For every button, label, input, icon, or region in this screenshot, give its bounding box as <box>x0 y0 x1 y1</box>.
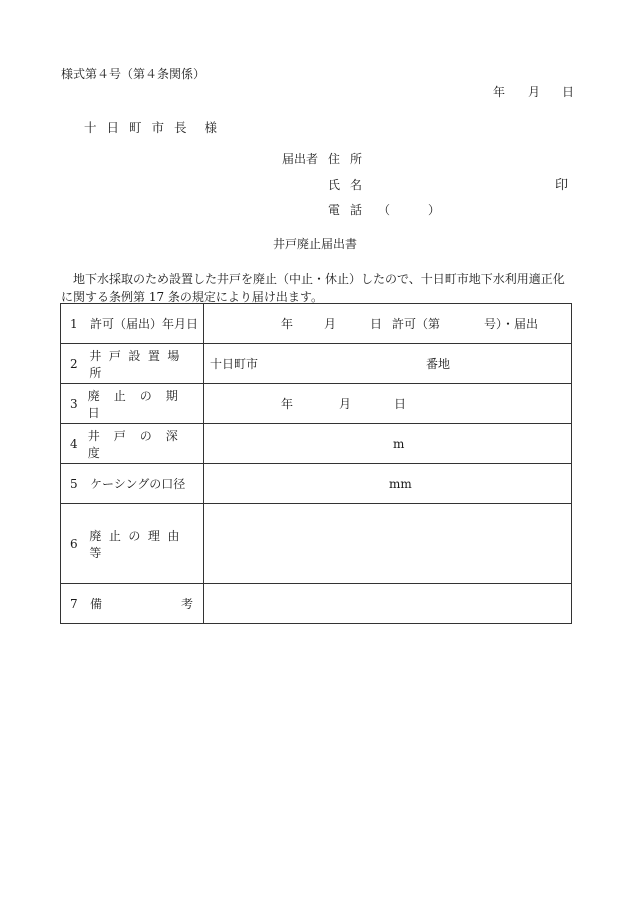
notification-form-table <box>60 303 572 624</box>
phone-close-paren: ） <box>428 203 441 217</box>
table-row <box>61 504 572 584</box>
form-number-label: 様式第４号（第４条関係） <box>61 67 206 81</box>
permit-number-prefix: 許可（第 <box>392 316 441 331</box>
diameter-unit: mm <box>389 476 412 491</box>
month-label: 月 <box>339 396 352 411</box>
well-location-cell[interactable] <box>204 344 572 384</box>
date-month-label: 月 <box>528 85 541 99</box>
row-label: 井戸の深度 <box>87 428 192 460</box>
row-label-cell <box>61 504 204 584</box>
year-label: 年 <box>281 396 294 411</box>
addressee-honorific: 様 <box>204 120 228 135</box>
row-label-cell <box>61 424 204 464</box>
abolition-reason-cell[interactable] <box>204 504 572 584</box>
applicant-phone-label: 電話 <box>328 203 373 217</box>
applicant-heading: 届出者 <box>282 152 319 166</box>
month-label: 月 <box>324 316 337 331</box>
row-label: 廃止の理由等 <box>89 528 187 560</box>
row-label-cell <box>61 464 204 504</box>
abolition-date-cell[interactable] <box>204 384 572 424</box>
row-label-first: 備 <box>90 597 103 611</box>
table-row <box>61 464 572 504</box>
table-row <box>61 304 572 344</box>
row-number: 5 <box>70 476 78 491</box>
casing-diameter-cell[interactable] <box>204 464 572 504</box>
body-paragraph: 地下水採取のため設置した井戸を廃止（中止・休止）したので、十日町市地下水利用適正化に関する条例第 17 条の規定により届け出ます。 <box>61 272 565 304</box>
row-label: 許可（届出）年月日 <box>90 317 199 331</box>
document-title: 井戸廃止届出書 <box>272 237 357 251</box>
row-label-second: 考 <box>181 597 194 611</box>
day-label: 日 <box>370 316 383 331</box>
row-number: 7 <box>70 596 78 611</box>
permit-number-suffix: 号）・届出 <box>484 316 539 331</box>
date-day-label: 日 <box>562 85 575 99</box>
row-label: 井戸設置場所 <box>89 348 187 380</box>
city-name: 十日町市 <box>210 356 259 371</box>
row-number: 3 <box>70 396 78 411</box>
addressee <box>84 122 227 135</box>
permit-date-cell[interactable] <box>204 304 572 344</box>
remarks-cell[interactable] <box>204 584 572 624</box>
row-label: ケーシングの口径 <box>90 477 186 491</box>
date-year-label: 年 <box>493 85 506 99</box>
table-row <box>61 344 572 384</box>
banchi-label: 番地 <box>426 356 451 371</box>
year-label: 年 <box>281 316 294 331</box>
seal-mark: 印 <box>555 178 569 193</box>
row-label-cell <box>61 344 204 384</box>
row-number: 1 <box>70 316 78 331</box>
row-number: 6 <box>70 536 78 551</box>
row-label-cell <box>61 584 204 624</box>
well-depth-cell[interactable] <box>204 424 572 464</box>
table-row <box>61 424 572 464</box>
table-row <box>61 584 572 624</box>
row-label: 廃止の期日 <box>87 388 192 420</box>
row-number: 4 <box>70 436 78 451</box>
applicant-name-label: 氏名 <box>328 178 373 192</box>
phone-open-paren: （ <box>378 203 391 217</box>
applicant-address-label: 住所 <box>328 152 373 166</box>
day-label: 日 <box>394 396 407 411</box>
row-label-cell <box>61 384 204 424</box>
addressee-name: 十日町市長 <box>84 120 197 135</box>
row-label-cell <box>61 304 204 344</box>
table-row <box>61 384 572 424</box>
row-number: 2 <box>70 356 78 371</box>
depth-unit: m <box>393 436 405 451</box>
